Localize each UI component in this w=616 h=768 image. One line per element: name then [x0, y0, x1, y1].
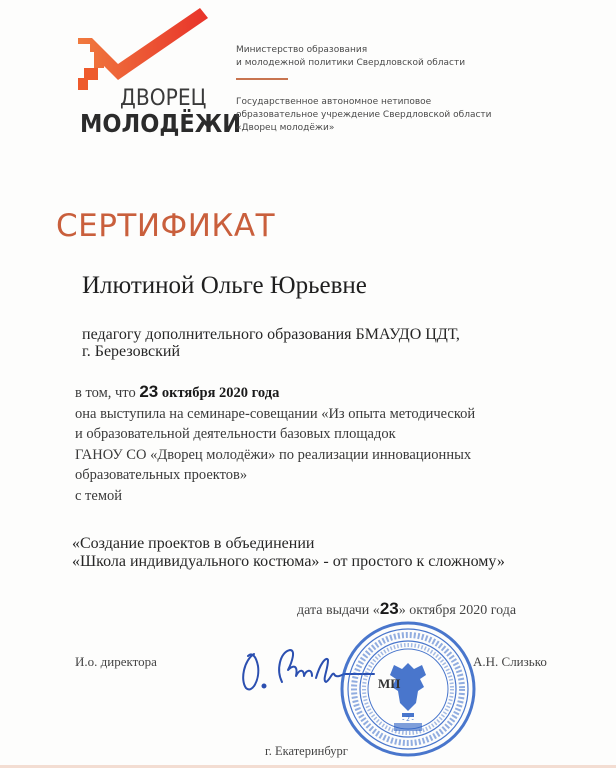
- issue-date-prefix: дата выдачи «: [297, 603, 380, 618]
- director-title: И.о. директора: [75, 654, 157, 669]
- presentation-topic: [72, 535, 505, 571]
- institution-line-3: «Дворец молодёжи»: [236, 123, 335, 133]
- body-line: и образовательной деятельности базовых площадок: [75, 426, 396, 442]
- institution-line-2: образовательное учреждение Свердловской области: [236, 110, 492, 120]
- ministry-name: [236, 44, 465, 70]
- logo-text-line1: ДВОРЕЦ: [120, 86, 207, 111]
- event-day: 23: [139, 382, 159, 401]
- certificate-body: [75, 382, 475, 506]
- logo: [60, 8, 242, 143]
- header-divider: [236, 78, 288, 80]
- issue-day: 23: [379, 599, 399, 618]
- certificate-title: СЕРТИФИКАТ: [56, 208, 276, 244]
- stamp-number: - 2 -: [402, 715, 414, 723]
- ministry-line-1: Министерство образования: [236, 45, 368, 55]
- event-date-line: [75, 382, 475, 404]
- body-line: она выступила на семинаре-совещании «Из опыта методической: [75, 405, 476, 422]
- issue-date-suffix: » октября 2020 года: [398, 603, 517, 618]
- logo-zigzag-icon: [78, 8, 213, 90]
- issue-date: [297, 599, 516, 619]
- seal-label: МП: [378, 676, 401, 691]
- institution-name: [236, 96, 492, 135]
- recipient-position: [82, 326, 460, 360]
- official-stamp-icon: [338, 619, 478, 759]
- ministry-line-2: и молодежной политики Свердловской области: [236, 58, 466, 68]
- intro-text: в том, что: [75, 385, 140, 401]
- city: г. Екатеринбург: [265, 744, 348, 758]
- topic-line-1: «Создание проектов в объединении: [72, 535, 315, 552]
- topic-line-2: «Школа индивидуального костюма» - от простого к сложному»: [72, 553, 505, 570]
- institution-line-1: Государственное автономное нетиповое: [236, 97, 432, 107]
- body-line: образовательных проектов»: [75, 467, 248, 483]
- event-month-year: октября 2020 года: [158, 385, 280, 401]
- recipient-name: Илютиной Ольге Юрьевне: [82, 272, 367, 299]
- body-line: ГАНОУ СО «Дворец молодёжи» по реализации инновационных: [75, 446, 472, 463]
- position-line-2: г. Березовский: [82, 343, 181, 360]
- position-line-1: педагогу дополнительного образования БМАУДО ЦДТ,: [82, 326, 460, 343]
- body-line: с темой: [75, 487, 123, 504]
- director-name: А.Н. Слизько: [473, 654, 547, 669]
- logo-text-line2: МОЛОДЁЖИ: [80, 109, 242, 138]
